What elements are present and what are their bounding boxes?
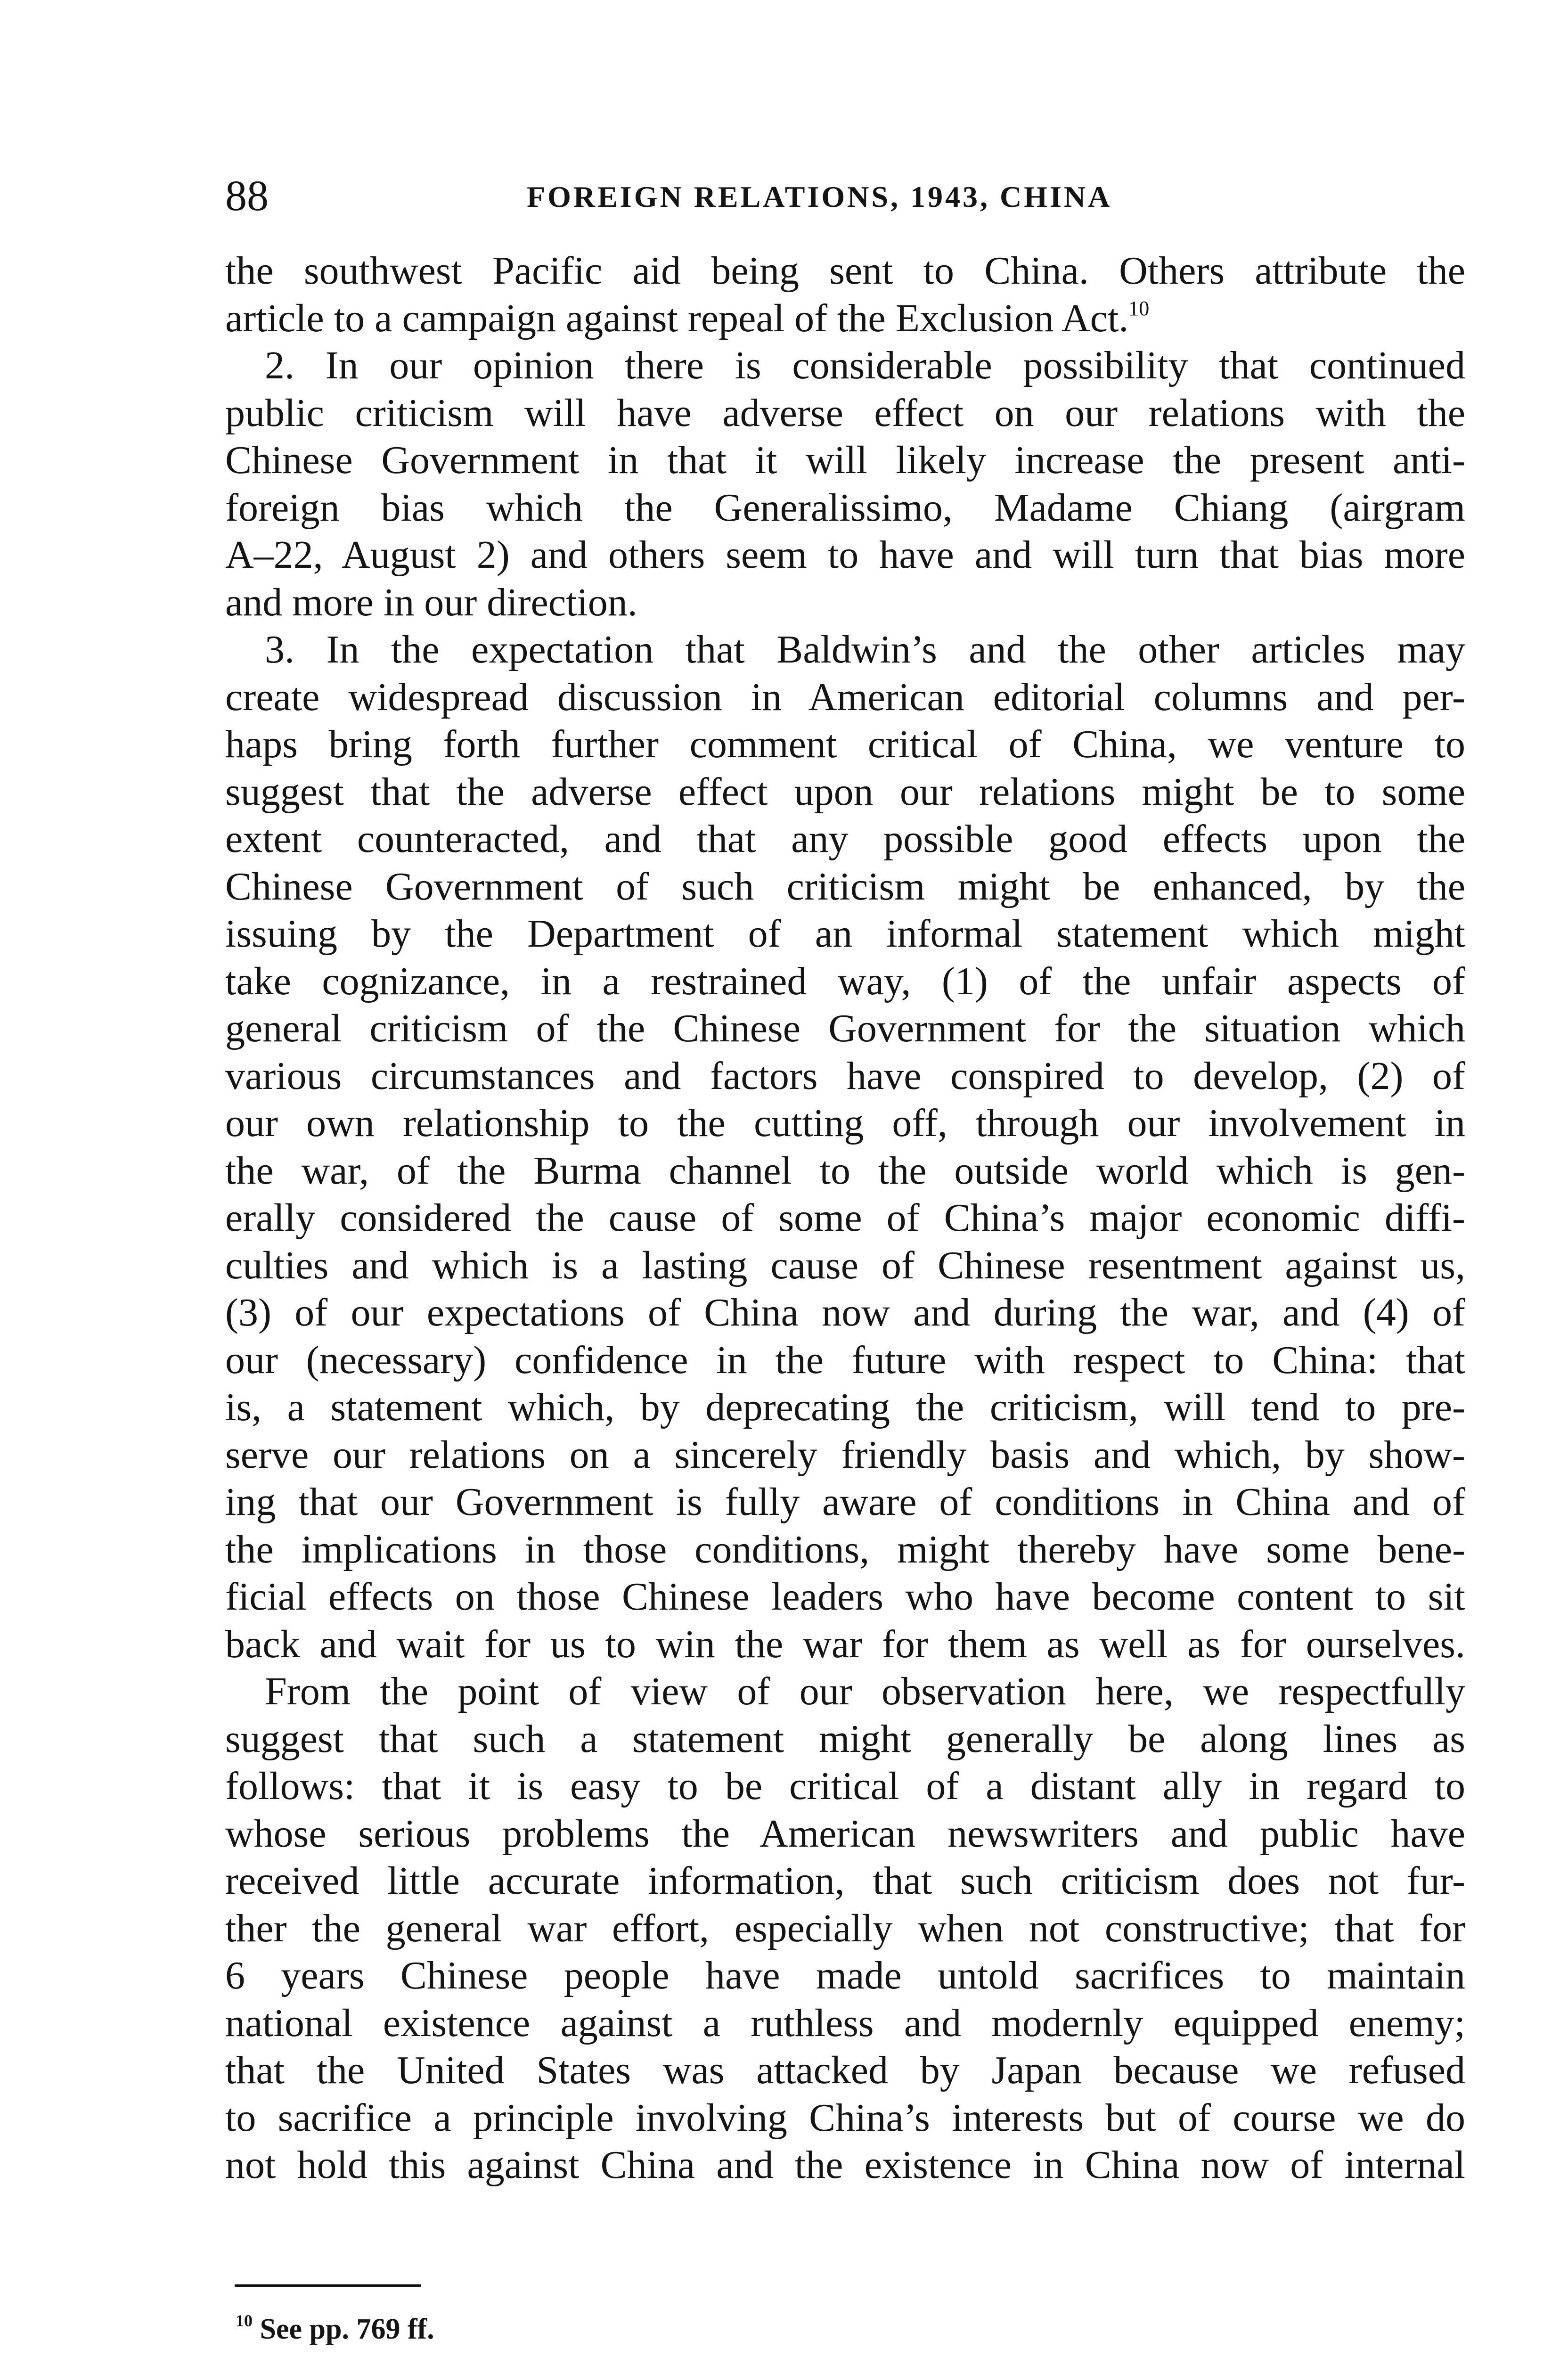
text-line bbox=[225, 1384, 1465, 1432]
line-text: the southwest Pacific aid being sent to China. Others attribute the bbox=[225, 249, 1465, 293]
line-text: various circumstances and factors have conspired to develop, (2) of bbox=[225, 1054, 1465, 1098]
text-line bbox=[225, 295, 1465, 343]
footnote-text: See pp. 769 ff. bbox=[253, 2313, 434, 2345]
line-text: create widespread discussion in American editorial columns and per- bbox=[225, 675, 1465, 719]
text-line bbox=[225, 1005, 1465, 1053]
line-text: culties and which is a lasting cause of Chinese resentment against us, bbox=[225, 1243, 1465, 1287]
text-line bbox=[225, 484, 1465, 532]
line-text: our own relationship to the cutting off, through our involvement in bbox=[225, 1101, 1465, 1145]
text-line bbox=[225, 1763, 1465, 1810]
text-line bbox=[225, 1337, 1465, 1384]
text-line bbox=[225, 2047, 1465, 2094]
text-line bbox=[225, 674, 1465, 721]
line-text: national existence against a ruthless and modernly equipped enemy; bbox=[225, 2001, 1465, 2045]
text-line bbox=[225, 1952, 1465, 2000]
running-title: FOREIGN RELATIONS, 1943, CHINA bbox=[527, 180, 1112, 213]
text-line bbox=[225, 1857, 1465, 1905]
line-text: article to a campaign against repeal of the Exclusion Act. bbox=[225, 296, 1129, 340]
text-line bbox=[225, 2000, 1465, 2047]
line-text: received little accurate information, that such criticism does not fur- bbox=[225, 1859, 1465, 1903]
line-text: foreign bias which the Generalissimo, Madame Chiang (airgram bbox=[225, 485, 1465, 530]
line-text: the war, of the Burma channel to the outside world which is gen- bbox=[225, 1148, 1465, 1193]
line-text: general criticism of the Chinese Government for the situation which bbox=[225, 1006, 1465, 1050]
footnote bbox=[236, 2308, 434, 2350]
line-text: suggest that such a statement might generally be along lines as bbox=[225, 1717, 1465, 1761]
text-line bbox=[225, 1289, 1465, 1337]
text-line bbox=[225, 626, 1465, 674]
body-text bbox=[225, 247, 1465, 2189]
text-line bbox=[225, 1432, 1465, 1479]
line-text: serve our relations on a sincerely friendly basis and which, by show- bbox=[225, 1432, 1465, 1477]
line-text: haps bring forth further comment critical of China, we venture to bbox=[225, 722, 1465, 766]
text-line bbox=[225, 721, 1465, 769]
line-text: back and wait for us to win the war for them as well as for ourselves. bbox=[225, 1622, 1465, 1666]
footnote-marker: 10 bbox=[236, 2311, 253, 2330]
text-line bbox=[225, 816, 1465, 863]
line-text: not hold this against China and the existence in China now of internal bbox=[225, 2143, 1465, 2187]
text-line bbox=[225, 342, 1465, 390]
line-text: ficial effects on those Chinese leaders who have become content to sit bbox=[225, 1575, 1465, 1619]
line-text: is, a statement which, by deprecating the criticism, will tend to pre- bbox=[225, 1385, 1465, 1429]
line-text: 2. In our opinion there is considerable possibility that continued bbox=[265, 344, 1465, 387]
line-text: that the United States was attacked by Japan because we refused bbox=[225, 2048, 1465, 2092]
text-line bbox=[225, 2142, 1465, 2189]
line-text: public criticism will have adverse effect on our relations with the bbox=[225, 391, 1465, 435]
text-line bbox=[225, 1242, 1465, 1290]
line-text: and more in our direction. bbox=[225, 580, 637, 624]
line-text: take cognizance, in a restrained way, (1) of the unfair aspects of bbox=[225, 959, 1465, 1003]
text-line bbox=[225, 1526, 1465, 1574]
text-line bbox=[225, 910, 1465, 958]
text-line bbox=[225, 1479, 1465, 1526]
text-line bbox=[225, 769, 1465, 816]
text-line bbox=[225, 579, 1465, 627]
running-head bbox=[225, 170, 1465, 221]
line-text: ing that our Government is fully aware of conditions in China and of bbox=[225, 1480, 1465, 1524]
text-line bbox=[225, 1716, 1465, 1763]
text-line bbox=[225, 1668, 1465, 1716]
text-line bbox=[225, 1810, 1465, 1858]
text-line bbox=[225, 1147, 1465, 1195]
line-text: ther the general war effort, especially when not constructive; that for bbox=[225, 1906, 1465, 1950]
line-text: 6 years Chinese people have made untold sacrifices to maintain bbox=[225, 1954, 1465, 1997]
page-number: 88 bbox=[225, 172, 269, 220]
line-text: erally considered the cause of some of China’s major economic diffi- bbox=[225, 1196, 1465, 1240]
line-text: Chinese Government of such criticism might be enhanced, by the bbox=[225, 864, 1465, 908]
text-line bbox=[225, 1905, 1465, 1953]
text-line bbox=[225, 247, 1465, 295]
line-text: From the point of view of our observation here, we respectfully bbox=[265, 1669, 1465, 1713]
text-line bbox=[225, 437, 1465, 484]
text-line bbox=[225, 1053, 1465, 1100]
text-line bbox=[225, 863, 1465, 911]
footnote-rule bbox=[235, 2284, 421, 2287]
line-text: the implications in those conditions, might thereby have some bene- bbox=[225, 1527, 1465, 1571]
text-line bbox=[225, 1100, 1465, 1147]
text-line bbox=[225, 532, 1465, 579]
text-line bbox=[225, 1621, 1465, 1669]
line-text: whose serious problems the American newswriters and public have bbox=[225, 1811, 1465, 1856]
line-text: (3) of our expectations of China now and during the war, and (4) of bbox=[225, 1291, 1465, 1334]
line-text: follows: that it is easy to be critical of a distant ally in regard to bbox=[225, 1764, 1465, 1808]
line-text: 3. In the expectation that Baldwin’s and the other articles may bbox=[265, 628, 1465, 671]
text-line bbox=[225, 1573, 1465, 1621]
text-line bbox=[225, 390, 1465, 437]
line-text: our (necessary) confidence in the future with respect to China: that bbox=[225, 1338, 1465, 1382]
text-line bbox=[225, 958, 1465, 1006]
line-text: Chinese Government in that it will likely increase the present anti- bbox=[225, 438, 1465, 482]
line-text: A–22, August 2) and others seem to have and will turn that bias more bbox=[225, 533, 1465, 577]
text-line bbox=[225, 1194, 1465, 1242]
footnote-reference: 10 bbox=[1128, 296, 1150, 320]
text-line bbox=[225, 2094, 1465, 2142]
line-text: to sacrifice a principle involving China’s interests but of course we do bbox=[225, 2095, 1465, 2140]
line-text: issuing by the Department of an informal statement which might bbox=[225, 912, 1465, 956]
line-text: suggest that the adverse effect upon our relations might be to some bbox=[225, 769, 1465, 814]
line-text: extent counteracted, and that any possible good effects upon the bbox=[225, 817, 1465, 861]
